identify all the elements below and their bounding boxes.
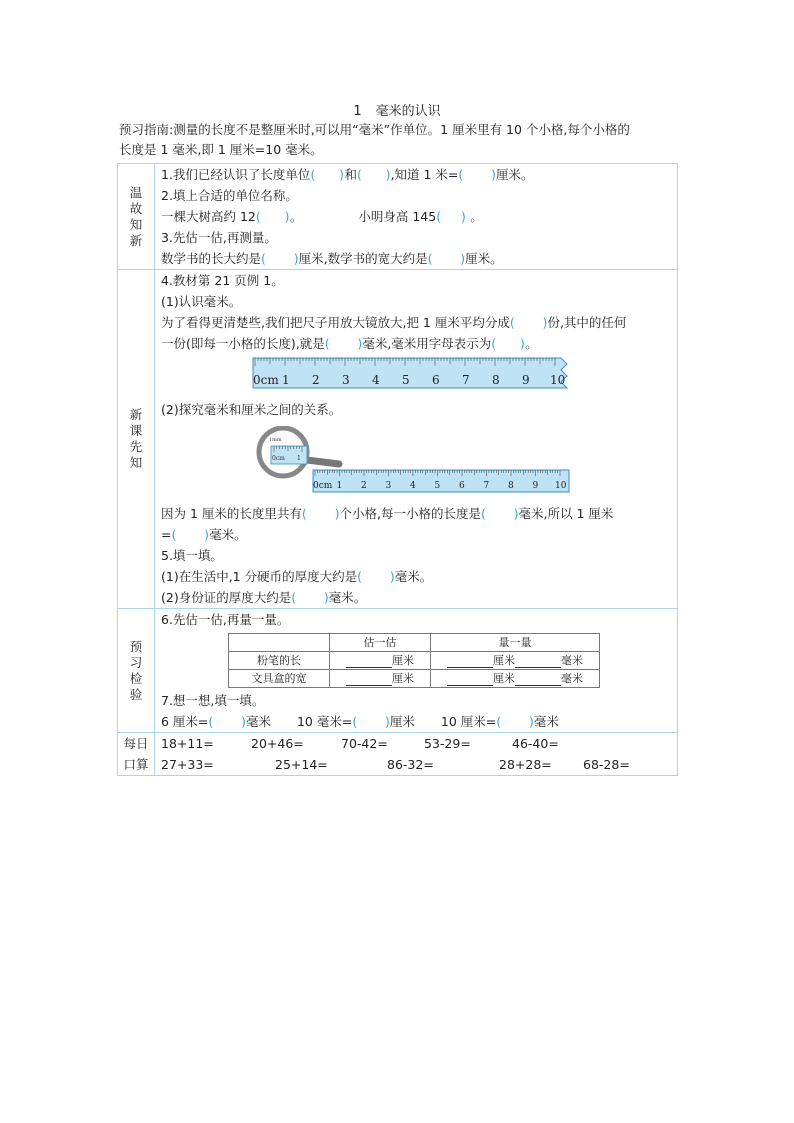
estimate-measure-table <box>228 633 600 688</box>
side-char: 口算 <box>123 757 149 772</box>
side-char: 知 <box>129 216 143 232</box>
side-char: 新 <box>129 232 143 248</box>
unit-label: 厘米 <box>392 672 414 685</box>
question-2-title: 2.填上合适的单位名称。 <box>161 188 298 203</box>
section-review <box>118 164 678 270</box>
answer-blank[interactable]: ( ) <box>480 506 519 521</box>
question-4-text1 <box>161 312 677 333</box>
q1-unit: 厘米。 <box>495 167 534 182</box>
ruler-label: 7 <box>483 481 490 491</box>
lens-zero-label: 0cm <box>272 455 285 462</box>
q2-period: 。 <box>289 209 303 224</box>
worksheet-table <box>117 163 678 776</box>
magnifier-ruler-image <box>255 426 575 498</box>
q7-text-f: 10 厘米= <box>440 714 497 729</box>
q4-text-g: 。 <box>525 336 538 351</box>
answer-blank[interactable]: ( ) <box>171 527 210 542</box>
ruler-label: 1 <box>282 373 290 387</box>
question-1 <box>161 164 677 185</box>
question-4-title: 4.教材第 21 页例 1。 <box>161 273 284 288</box>
question-4-text4 <box>161 524 677 545</box>
q4-text-e: 一份(即每一小格的长度),就是 <box>161 336 325 351</box>
ruler-label: 0cm <box>313 481 333 491</box>
ruler-label: 2 <box>361 481 367 491</box>
calc-item: 53-29= <box>424 736 471 751</box>
answer-blank[interactable]: ( ) <box>310 167 345 182</box>
unit-label: 厘米 <box>392 654 414 667</box>
answer-blank[interactable]: ( ) <box>208 714 246 729</box>
answer-blank[interactable]: ( ) <box>496 714 534 729</box>
q4-text-l: = <box>161 527 172 542</box>
q3-unit: 厘米。 <box>465 251 503 266</box>
table-row <box>229 670 600 688</box>
q1-text2: ,知道 1 米= <box>390 167 459 182</box>
answer-blank[interactable]: ( ) <box>427 251 466 266</box>
section-content-daily-calc <box>155 733 678 776</box>
calc-item: 20+46= <box>251 736 304 751</box>
ruler-body <box>313 470 569 492</box>
answer-blank[interactable]: ( ) <box>509 315 548 330</box>
ruler-label: 3 <box>342 373 350 387</box>
calc-item: 46-40= <box>512 736 559 751</box>
answer-blank[interactable]: ( ) <box>491 336 525 351</box>
ruler-image <box>251 356 571 390</box>
q7-text-b: 6 厘米= <box>161 714 209 729</box>
title-text: 毫米的认识 <box>375 104 441 119</box>
ruler-label: 5 <box>434 481 441 491</box>
section-label-daily-calc <box>118 733 155 776</box>
q5-text-b: (1)在生活中,1 分硬币的厚度大约是 <box>161 569 358 584</box>
q3-length: 数学书的长大约是 <box>161 251 262 266</box>
page-title <box>0 100 794 119</box>
calc-row <box>161 754 677 775</box>
ruler-label: 9 <box>532 481 539 491</box>
unit-label: 毫米 <box>561 654 583 667</box>
calc-item: 86-32= <box>387 757 434 772</box>
estimate-cell[interactable] <box>330 652 431 670</box>
q5-text-d: (2)身份证的厚度大约是 <box>161 590 292 605</box>
preview-guide <box>119 120 679 160</box>
side-char: 新 <box>129 407 143 422</box>
question-5-part2 <box>161 587 677 608</box>
section-content-preview-check <box>155 609 678 733</box>
row-label: 粉笔的长 <box>229 652 330 670</box>
answer-blank[interactable]: ( ) <box>255 209 290 224</box>
q4-text-i: 因为 1 厘米的长度里共有 <box>161 506 302 521</box>
side-char: 故 <box>129 200 143 216</box>
ruler-label: 3 <box>385 481 392 491</box>
answer-blank[interactable]: ( ) <box>458 167 496 182</box>
table-header-empty <box>229 634 330 652</box>
section-label-review <box>118 164 155 270</box>
q4-text-d: 份,其中的任何 <box>547 315 627 330</box>
ruler-label: 9 <box>522 373 530 387</box>
table-header-estimate: 估一估 <box>330 634 431 652</box>
lens-mm-label: 1mm <box>269 437 282 443</box>
question-3-title: 3.先估一估,再测量。 <box>161 230 277 245</box>
q4-text-c: 为了看得更清楚些,我们把尺子用放大镜放大,把 1 厘米平均分成 <box>161 315 510 330</box>
ruler-label: 8 <box>492 373 500 387</box>
question-7-items <box>161 711 677 732</box>
q7-text-g: 毫米 <box>533 714 559 729</box>
side-char: 习 <box>129 654 143 670</box>
question-5-part1 <box>161 566 677 587</box>
ruler-label: 10 <box>550 373 566 387</box>
question-4-text2 <box>161 333 677 354</box>
q5-text-c: 毫米。 <box>394 569 433 584</box>
section-label-new-lesson <box>118 270 155 609</box>
q7-text-c: 毫米 <box>245 714 271 729</box>
ruler-label: 6 <box>459 481 465 491</box>
measure-cell[interactable] <box>431 652 600 670</box>
q3-width: 厘米,数学书的宽大约是 <box>298 251 428 266</box>
calc-item: 18+11= <box>161 736 214 751</box>
answer-blank[interactable]: ( ) <box>261 251 299 266</box>
side-char: 课 <box>129 423 143 438</box>
title-number: 1 <box>353 104 362 119</box>
side-char: 检 <box>129 670 143 686</box>
section-label-preview-check <box>118 609 155 733</box>
ruler-label: 2 <box>312 373 320 387</box>
table-header-row <box>229 634 600 652</box>
answer-blank[interactable]: ( ) <box>301 506 340 521</box>
intro-line-1: 预习指南:测量的长度不是整厘米时,可以用“毫米”作单位。1 厘米里有 10 个小格,每个小格的 <box>119 122 630 137</box>
side-char: 先 <box>129 439 143 454</box>
question-6-title: 6.先估一估,再量一量。 <box>161 612 290 627</box>
side-char: 温 <box>129 184 143 200</box>
q5-text-e: 毫米。 <box>328 590 367 605</box>
question-4-part2: (2)探究毫米和厘米之间的关系。 <box>161 402 342 417</box>
ruler-label: 4 <box>410 481 416 491</box>
answer-blank[interactable]: ( ) <box>291 590 329 605</box>
ruler-label: 5 <box>402 373 410 387</box>
question-7-title: 7.想一想,填一填。 <box>161 693 265 708</box>
table-row <box>229 652 600 670</box>
table-header-measure: 量一量 <box>431 634 600 652</box>
q2-period2: 。 <box>470 209 483 224</box>
answer-blank[interactable]: ( ) <box>324 336 363 351</box>
q1-and: 和 <box>344 167 357 182</box>
calc-item: 27+33= <box>161 757 214 772</box>
intro-line-2: 长度是 1 毫米,即 1 厘米=10 毫米。 <box>119 142 323 157</box>
magnifier-handle <box>307 460 339 464</box>
section-new-lesson <box>118 270 678 609</box>
q4-text-m: 毫米。 <box>209 527 247 542</box>
calc-item: 68-28= <box>583 757 630 772</box>
calc-row <box>161 733 677 754</box>
ruler-label: 4 <box>372 373 380 387</box>
question-4-text3 <box>161 503 677 524</box>
section-content-review <box>155 164 678 270</box>
side-char: 验 <box>129 686 143 702</box>
question-3-items <box>161 248 677 269</box>
q7-text-d: 10 毫米= <box>296 714 353 729</box>
estimate-cell[interactable] <box>330 670 431 688</box>
ruler-label: 6 <box>432 373 440 387</box>
q4-text-k: 毫米,所以 1 厘米 <box>518 506 614 521</box>
q7-text-e: 厘米 <box>389 714 415 729</box>
answer-blank[interactable]: ( ) <box>357 569 395 584</box>
calc-item: 28+28= <box>499 757 552 772</box>
side-char: 每日 <box>123 736 149 751</box>
ruler-label: 0cm <box>253 373 279 387</box>
measure-cell[interactable] <box>431 670 600 688</box>
row-label: 文具盒的宽 <box>229 670 330 688</box>
section-preview-check <box>118 609 678 733</box>
unit-label: 毫米 <box>561 672 583 685</box>
q4-text-j: 个小格,每一小格的长度是 <box>339 506 481 521</box>
question-4-part1: (1)认识毫米。 <box>161 294 242 309</box>
answer-blank[interactable]: ( ) <box>356 167 391 182</box>
section-daily-calc <box>118 733 678 776</box>
calc-item: 70-42= <box>341 736 388 751</box>
calc-item: 25+14= <box>275 757 328 772</box>
q2-height: 小明身高 145 <box>358 209 437 224</box>
unit-label: 厘米 <box>493 672 515 685</box>
unit-label: 厘米 <box>493 654 515 667</box>
q1-text: 1.我们已经认识了长度单位 <box>161 167 311 182</box>
answer-blank[interactable]: ( ) <box>352 714 390 729</box>
section-content-new-lesson <box>155 270 678 609</box>
q2-tree: 一棵大树高约 12 <box>161 209 256 224</box>
side-char: 预 <box>129 638 143 654</box>
question-5-title: 5.填一填。 <box>161 548 223 563</box>
ruler-label: 8 <box>508 481 514 491</box>
ruler-label: 1 <box>336 481 343 491</box>
ruler-label: 10 <box>555 481 567 491</box>
side-char: 知 <box>129 455 143 470</box>
lens-one-label: 1 <box>297 455 301 462</box>
q4-text-f: 毫米,毫米用字母表示为 <box>362 336 492 351</box>
question-2-items <box>161 206 677 227</box>
answer-blank[interactable]: ( ) <box>436 209 466 224</box>
ruler-label: 7 <box>462 373 470 387</box>
